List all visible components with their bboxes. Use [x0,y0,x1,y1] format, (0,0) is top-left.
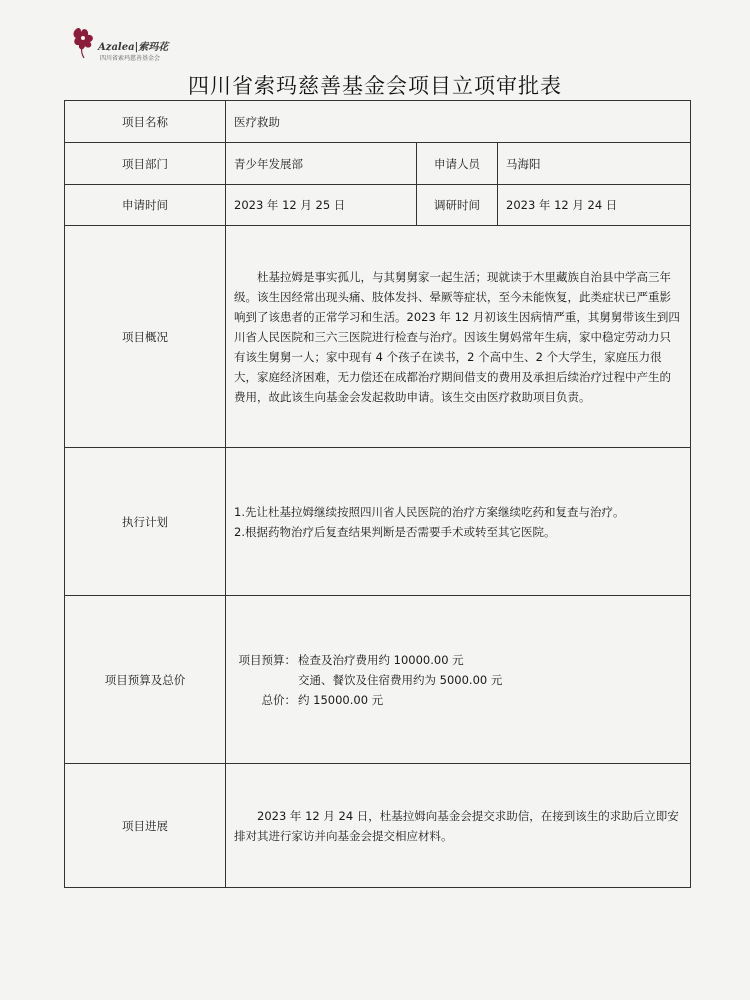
plan-label: 执行计划 [65,448,226,596]
department-value: 青少年发展部 [226,143,417,185]
row-dates [65,185,691,226]
overview-label: 项目概况 [65,226,226,448]
approval-form-table [64,100,691,888]
logo-name: Azalea|索玛花 [98,42,169,53]
budget-item: 交通、餐饮及住宿费用约为 5000.00 元 [298,672,503,687]
apply-time-value: 2023 年 12 月 25 日 [226,185,417,226]
budget-total-line [232,690,689,710]
budget-label: 项目预算及总价 [65,596,226,764]
applicant-value: 马海阳 [498,143,691,185]
foundation-logo [70,24,210,64]
budget-item: 检查及治疗费用约 10000.00 元 [298,652,464,667]
overview-text: 杜基拉姆是事实孤儿，与其舅舅家一起生活；现就读于木里藏族自治县中学高三年级。该生因经常出现头痛、肢体发抖、晕厥等症状，至今未能恢复，此类症状已严重影响到了该患者的正常学习和生活。2023 年 12 月初该生因病情严重，其舅舅带该生到四川省人民医院和三六三医院进行检查与治疗。因该生舅妈常年生病，家中稳定劳动力只有该生舅舅一人；家中现有 4 个孩子在读书，2 个高中生、2 个大学生，家庭压力很大，家庭经济困难，无力偿还在成都治疗期间借支的费用及承担后续治疗过程中产生的费用，故此该生向基金会发起救助申请。该生交由医疗救助项目负责。 [234,269,680,404]
progress-text: 2023 年 12 月 24 日，杜基拉姆向基金会提交求助信，在接到该生的求助后立即安排对其进行家访并向基金会提交相应材料。 [234,808,679,843]
applicant-label: 申请人员 [417,143,498,185]
survey-time-label: 调研时间 [417,185,498,226]
row-project-name [65,101,691,143]
progress-cell [226,764,691,888]
total-key: 总价： [261,692,296,707]
plan-cell [226,448,691,596]
project-name-label: 项目名称 [65,101,226,143]
row-budget [65,596,691,764]
azalea-flower-icon [70,24,98,60]
plan-line: 2.根据药物治疗后复查结果判断是否需要手术或转至其它医院。 [234,524,556,539]
budget-cell [226,596,691,764]
logo-subtitle: 四川省索玛慈善基金会 [100,55,161,62]
page-title: 四川省索玛慈善基金会项目立项审批表 [188,74,562,98]
department-label: 项目部门 [65,143,226,185]
budget-line [232,650,689,670]
row-overview [65,226,691,448]
budget-key: 项目预算： [238,652,296,667]
survey-time-value: 2023 年 12 月 24 日 [498,185,691,226]
project-name-value: 医疗救助 [226,101,691,143]
row-progress [65,764,691,888]
overview-cell [226,226,691,448]
row-plan [65,448,691,596]
apply-time-label: 申请时间 [65,185,226,226]
budget-line [232,670,689,690]
progress-label: 项目进展 [65,764,226,888]
total-value: 约 15000.00 元 [298,692,384,707]
row-department [65,143,691,185]
plan-line: 1.先让杜基拉姆继续按照四川省人民医院的治疗方案继续吃药和复查与治疗。 [234,504,625,519]
